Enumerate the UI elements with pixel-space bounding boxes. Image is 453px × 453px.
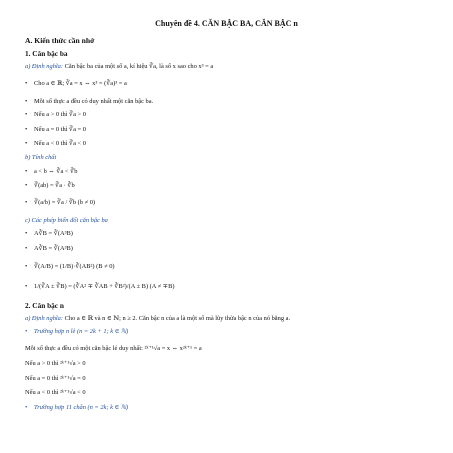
bullet-icon: • (25, 168, 28, 175)
transform-3: • ∛(A/B) = (1/B)·∛(AB²) (B ≠ 0) (25, 263, 115, 270)
bullet-icon: • (25, 111, 28, 118)
bullet-icon: • (25, 230, 28, 237)
cube-root-zero: • Nếu a = 0 thì ∛a = 0 (25, 126, 86, 133)
property-product: • ∛(ab) = ∛a · ∛b (25, 182, 75, 189)
definition-text: Căn bậc ba của một số a, kí hiệu ∛a, là số x sao cho x³ = a (64, 63, 214, 70)
odd-root-unique: Mỗi số thực a đều có một căn bậc lẻ duy nhất: ²ᵏ⁺¹√a = x ⇔ x²ᵏ⁺¹ = a (25, 345, 202, 352)
cube-root-positive: • Nếu a > 0 thì ∛a > 0 (25, 111, 86, 118)
transform-4: • 1/(∛A ± ∛B) = (∛A² ∓ ∛AB + ∛B²)/(A ± B) (A ≠ ∓B) (25, 283, 175, 290)
bullet-icon: • (25, 328, 28, 335)
document-title: Chuyên đề 4. CĂN BẬC BA, CĂN BẬC n (155, 19, 298, 28)
transform-1: • A∛B = ∛(A³B) (25, 230, 73, 237)
bullet-icon: • (25, 126, 28, 133)
bullet-icon: • (25, 140, 28, 147)
odd-root-positive: Nếu a > 0 thì ²ᵏ⁺¹√a > 0 (25, 360, 86, 367)
odd-case-heading: • Trường hợp n lẻ (n = 2k + 1; k ∈ ℕ) (25, 328, 129, 335)
definition-label: a) Định nghĩa: (25, 63, 63, 70)
bullet-icon: • (25, 404, 28, 411)
bullet-icon: • (25, 283, 28, 290)
property-order: • a < b ⇔ ∛a < ∛b (25, 168, 78, 175)
cube-root-definition (25, 64, 213, 70)
bullet-icon: • (25, 98, 28, 105)
odd-root-negative: Nếu a < 0 thì ²ᵏ⁺¹√a < 0 (25, 389, 86, 396)
properties-heading: b) Tính chất (25, 154, 57, 161)
bullet-icon: • (25, 199, 28, 206)
even-case-heading: • Trường hợp 11 chẵn (n = 2k; k ∈ ℕ) (25, 404, 129, 411)
transformations-heading: c) Các phép biến đổi căn bậc ba (25, 217, 108, 224)
cube-root-negative: • Nếu a < 0 thì ∛a < 0 (25, 140, 86, 147)
bullet-icon: • (25, 263, 28, 270)
cube-root-unique: • Mỗi số thực a đều có duy nhất một căn bậc ba. (25, 98, 154, 105)
odd-root-zero: Nếu a = 0 thì ²ᵏ⁺¹√a = 0 (25, 375, 86, 382)
definition-text: Cho a ∈ ℝ và n ∈ ℕ; n ≥ 2. Căn bậc n của a là một số mà lũy thừa bậc n của nó bằng a. (64, 315, 291, 322)
subsection-nth-root-heading: 2. Căn bậc n (25, 301, 64, 310)
transform-2: • A∛B = ∛(A³B) (25, 245, 73, 252)
bullet-icon: • (25, 245, 28, 252)
property-quotient: • ∛(a/b) = ∛a / ∛b (b ≠ 0) (25, 199, 96, 206)
section-a-heading: A. Kiến thức cần nhớ (25, 36, 95, 45)
subsection-cube-root-heading: 1. Căn bậc ba (25, 49, 68, 58)
cube-root-rule: • Cho a ∈ ℝ; ∛a = x ⇔ x³ = (∛a)³ = a (25, 80, 127, 87)
nth-root-definition (25, 316, 290, 322)
bullet-icon: • (25, 182, 28, 189)
bullet-icon: • (25, 80, 28, 87)
definition-label: a) Định nghĩa: (25, 315, 63, 322)
